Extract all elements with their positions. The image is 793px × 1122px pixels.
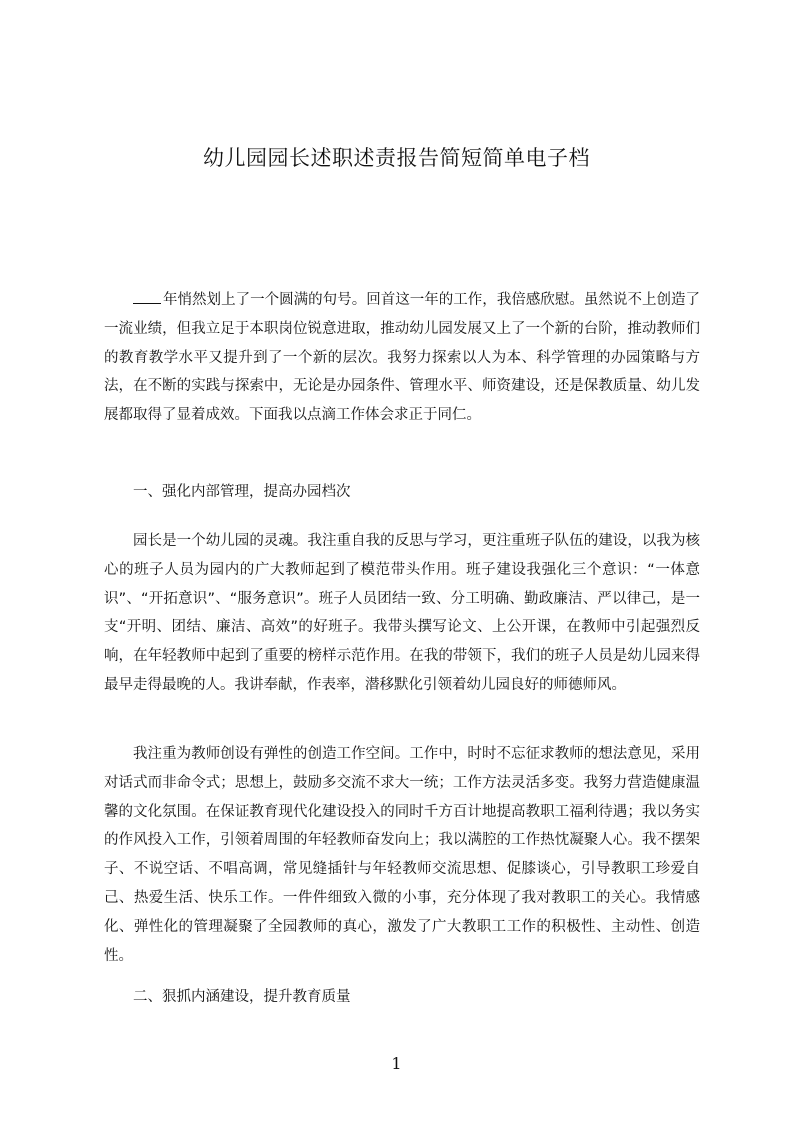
section-heading-1: 一、强化内部管理，提高办园档次 <box>133 484 351 500</box>
page-number: 1 <box>391 1054 402 1073</box>
page-title: 幼儿园园长述职述责报告简短简单电子档 <box>203 146 590 170</box>
paragraph-management: 园长是一个幼儿园的灵魂。我注重自我的反思与学习，更注重班子队伍的建设，以我为核心的班子人员为园内的广大教师起到了模范带头作用。班子建设我强化三个意识：“一体意识”、“开拓意识”、“服务意识”。班子人员团结一致、分工明确、勤政廉洁、严以律己，是一支“开明、团结、廉洁、高效”的好班子。我带头撰写论文、上公开课，在教师中引起强烈反响，在年轻教师中起到了重要的榜样示范作用。在我的带领下，我们的班子人员是幼儿园来得最早走得最晚的人。我讲奉献，作表率，潜移默化引领着幼儿园良好的师德师风。 <box>104 533 700 693</box>
paragraph-intro <box>104 286 700 430</box>
paragraph-workspace: 我注重为教师创设有弹性的创造工作空间。工作中，时时不忘征求教师的想法意见，采用对话式而非命令式；思想上，鼓励多交流不求大一统；工作方法灵活多变。我努力营造健康温馨的文化氛围。在保证教育现代化建设投入的同时千方百计地提高教职工福利待遇；我以务实的作风投入工作，引领着周围的年轻教师奋发向上；我以满腔的工作热忱凝聚人心。我不摆架子、不说空话、不唱高调，常见缝插针与年轻教师交流思想、促膝谈心，引导教职工珍爱自己、热爱生活、快乐工作。一件件细致入微的小事，充分体现了我对教职工的关心。我情感化、弹性化的管理凝聚了全园教师的真心，激发了广大教职工工作的积极性、主动性、创造性。 <box>104 746 700 964</box>
paragraph-intro-text: 年悄然划上了一个圆满的句号。回首这一年的工作，我倍感欣慰。虽然说不上创造了一流业绩，但我立足于本职岗位锐意进取，推动幼儿园发展又上了一个新的台阶，推动教师们的教育教学水平又提升到了一个新的层次。我努力探索以人为本、科学管理的办园策略与方法，在不断的实践与探索中，无论是办园条件、管理水平、师资建设，还是保教质量、幼儿发展都取得了显着成效。下面我以点滴工作体会求正于同仁。 <box>104 292 700 424</box>
section-heading-2: 二、狠抓内涵建设，提升教育质量 <box>133 989 351 1005</box>
blank-underline <box>133 302 161 304</box>
